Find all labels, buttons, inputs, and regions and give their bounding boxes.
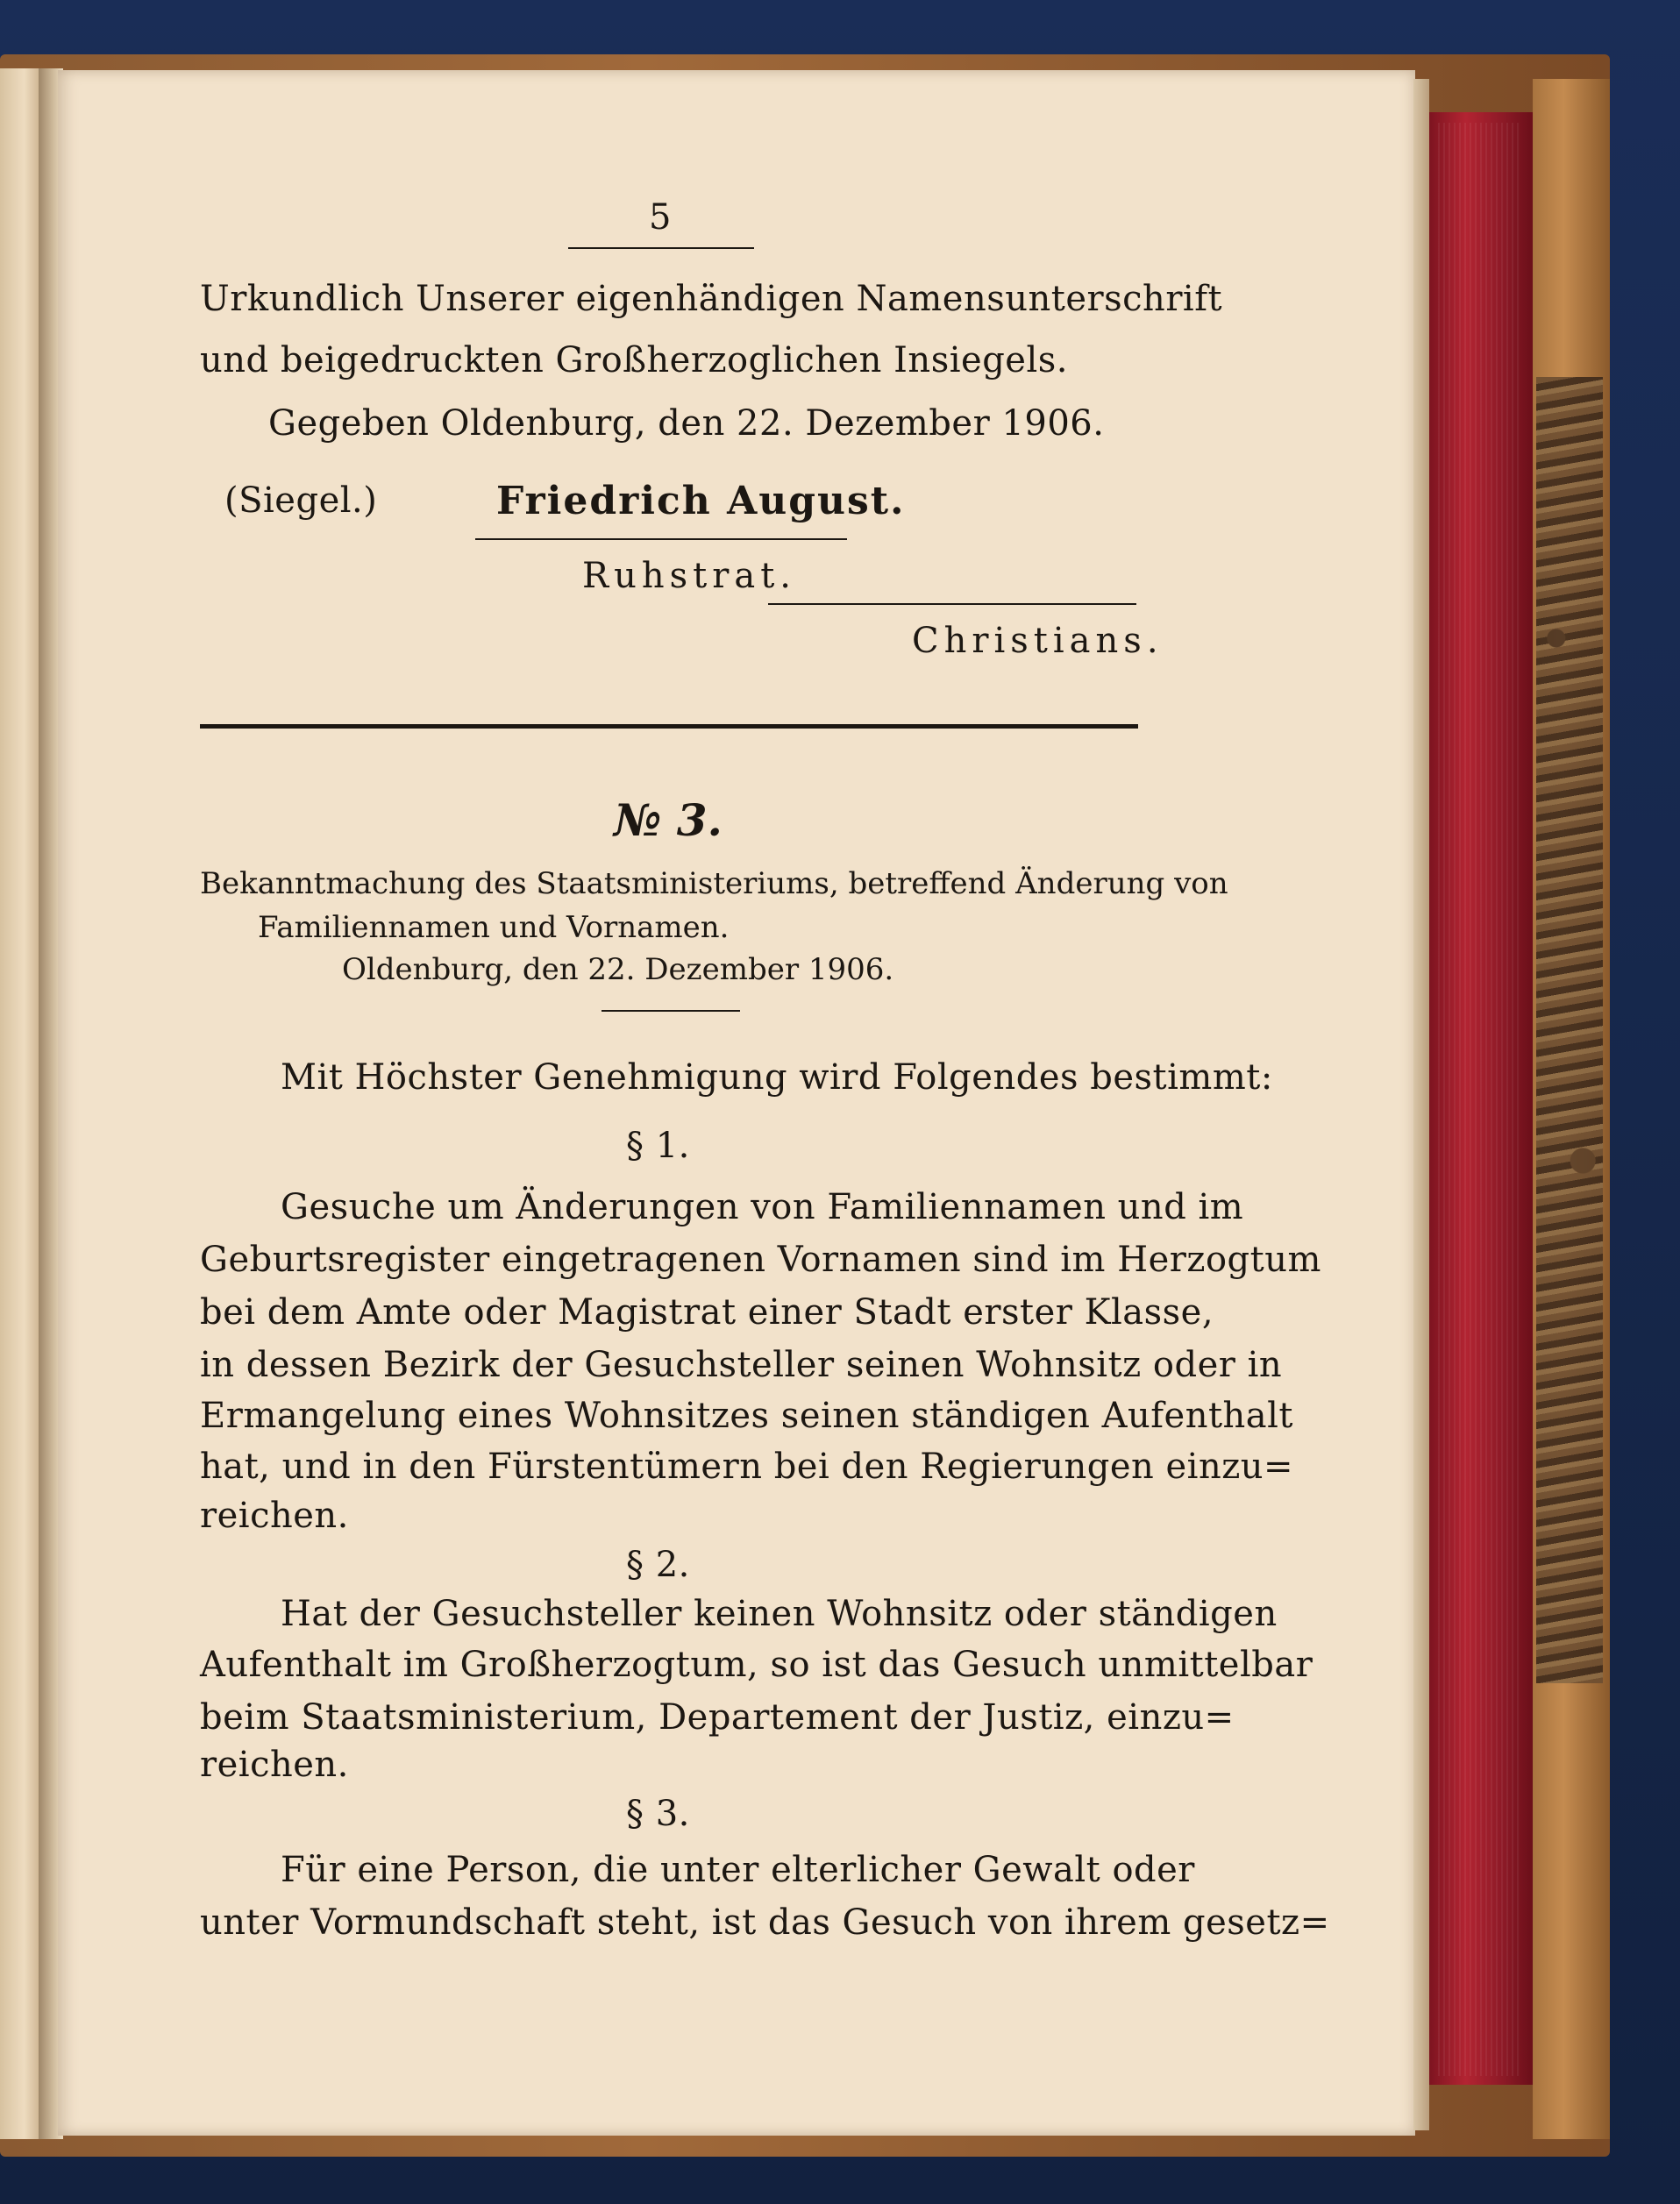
announcement-title-line-2: Familiennamen und Vornamen. [258,910,730,945]
section-divider-thick [200,724,1138,729]
section-2-line-1: Hat der Gesuchsteller keinen Wohnsitz oder ständigen [281,1594,1278,1634]
section-2-line-3: beim Staatsministerium, Departement der Justiz, einzu= [200,1697,1235,1738]
announcement-intro: Mit Höchster Genehmigung wird Folgendes bestimmt: [281,1057,1273,1098]
page-number-rule [568,247,754,249]
preamble-line-1: Urkundlich Unserer eigenhändigen Namensunterschrift [200,279,1223,319]
signature-rule-2 [768,603,1136,605]
section-1-line-6: hat, und in den Fürstentümern bei den Regierungen einzu= [200,1447,1294,1487]
section-1-line-3: bei dem Amte oder Magistrat einer Stadt erster Klasse, [200,1292,1214,1333]
section-1-line-4: in dessen Bezirk der Gesuchsteller seinen Wohnsitz oder in [200,1345,1283,1385]
announcement-number: № 3. [614,794,723,846]
page-number: 5 [649,197,672,238]
section-2-line-4: reichen. [200,1745,349,1785]
section-1-heading: § 1. [626,1126,690,1166]
section-3-heading: § 3. [626,1794,690,1834]
section-1-line-1: Gesuche um Änderungen von Familiennamen und im [281,1187,1244,1227]
section-2-heading: § 2. [626,1545,690,1585]
announcement-rule [602,1010,740,1012]
section-3-line-1: Für eine Person, die unter elterlicher Gewalt oder [281,1850,1195,1890]
section-1-line-7: reichen. [200,1496,349,1536]
preamble-line-2: und beigedruckten Großherzoglichen Insiegels. [200,340,1068,380]
section-2-line-2: Aufenthalt im Großherzogtum, so ist das Gesuch unmittelbar [200,1645,1313,1685]
seal-note: (Siegel.) [224,480,378,521]
announcement-title-line-1: Bekanntmachung des Staatsministeriums, betreffend Änderung von [200,866,1228,901]
signature-rule-1 [475,538,847,540]
section-3-line-2: unter Vormundschaft steht, ist das Gesuch von ihrem gesetz= [200,1902,1330,1943]
sovereign-signature: Friedrich August. [496,479,906,523]
minister-signature-1: Ruhstrat. [582,556,796,596]
given-date-line: Gegeben Oldenburg, den 22. Dezember 1906. [268,403,1105,444]
minister-signature-2: Christians. [912,621,1164,661]
announcement-date: Oldenburg, den 22. Dezember 1906. [342,952,894,987]
section-1-line-2: Geburtsregister eingetragenen Vornamen sind im Herzogtum [200,1240,1321,1280]
section-1-line-5: Ermangelung eines Wohnsitzes seinen ständigen Aufenthalt [200,1396,1294,1436]
